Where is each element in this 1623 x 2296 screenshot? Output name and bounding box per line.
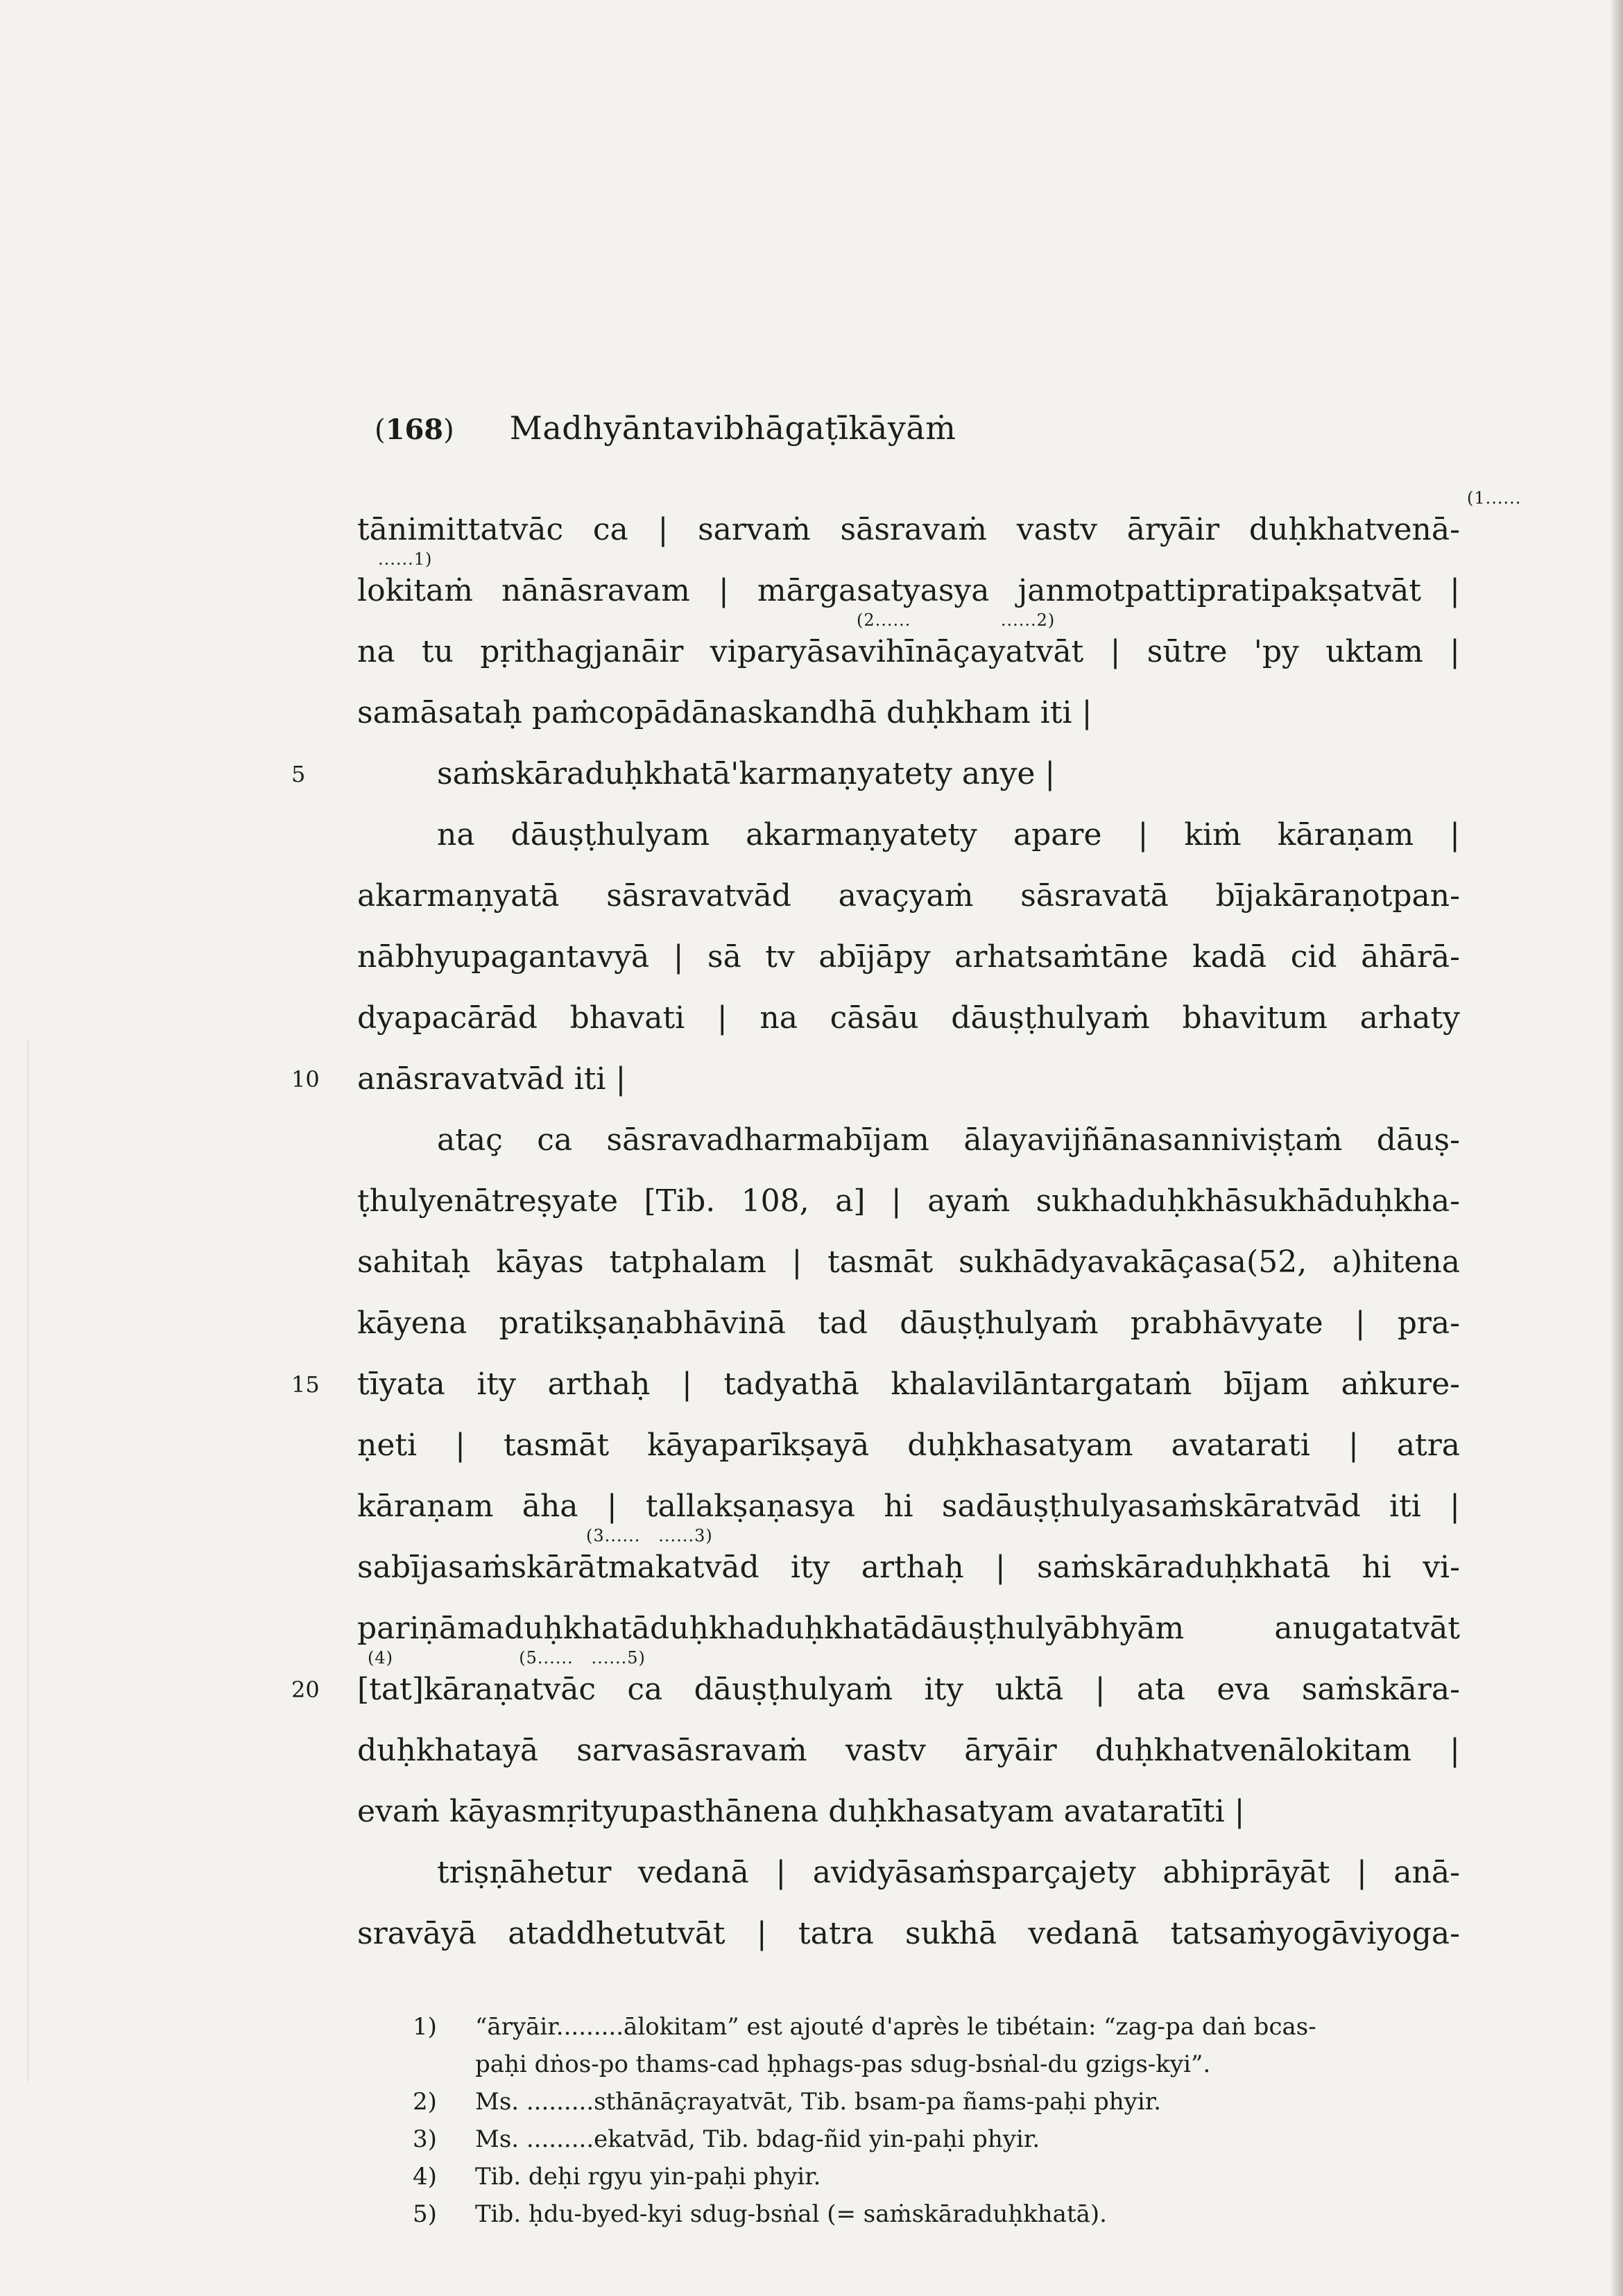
footnote-text: Ms. .........sthānāçrayatvāt, Tib. bsam-pa ñams-paḥi phyir.: [475, 2088, 1162, 2116]
footnote-marker: ......1): [378, 549, 433, 569]
footnote: [413, 2083, 1474, 2121]
line-text: sahitaḥ kāyas tatphalam | tasmāt sukhādyavakāçasa(52, a)hitena: [357, 1244, 1460, 1280]
text-line: [357, 1903, 1460, 1964]
line-text: na dāuṣṭhulyam akarmaṇyatety apare | kiṁ kāraṇam |: [437, 817, 1460, 853]
text-line: [357, 1476, 1460, 1537]
line-text: ṭhulyenātreṣyate [Tib. 108, a] | ayaṁ sukhaduḥkhāsukhāduḥkha-: [357, 1183, 1460, 1219]
footnotes: [413, 2008, 1474, 2233]
line-text: na tu pṛithagjanāir viparyāsavihīnāçayatvāt | sūtre 'py uktam |: [357, 634, 1460, 669]
page-header: [375, 409, 956, 458]
text-line: [357, 1293, 1460, 1354]
text-line: [357, 610, 1460, 683]
footnote-marker: (2...... ......2): [857, 610, 1056, 630]
line-text: pariṇāmaduḥkhatāduḥkhaduḥkhatādāuṣṭhulyābhyām anugatatvāt: [357, 1611, 1460, 1646]
text-line: [357, 1171, 1460, 1232]
footnote-marker: (3...... ......3): [586, 1526, 713, 1545]
running-title: Madhyāntavibhāgaṭīkāyāṁ: [509, 409, 956, 447]
line-text: lokitaṁ nānāsravam | mārgasatyasya janmotpattipratipakṣatvāt |: [357, 573, 1460, 608]
line-text: ṇeti | tasmāt kāyaparīkṣayā duḥkhasatyam avatarati | atra: [357, 1428, 1460, 1463]
line-text: akarmaṇyatā sāsravatvād avaçyaṁ sāsravatā bījakāraṇotpan-: [357, 878, 1460, 914]
text-line: [357, 1232, 1460, 1293]
line-text: tīyata ity arthaḥ | tadyathā khalavilāntargataṁ bījam aṅkure-: [357, 1367, 1460, 1402]
line-text: dyapacārād bhavati | na cāsāu dāuṣṭhulyaṁ bhavitum arhaty: [357, 1000, 1460, 1036]
footnote: [413, 2008, 1474, 2046]
footnote: [413, 2158, 1474, 2195]
text-line: [291, 744, 1460, 805]
page-edge-shadow: [1611, 0, 1623, 2296]
text-line: [291, 1049, 1460, 1110]
footnote-text: paḥi dṅos-po thams-cad ḥphags-pas sdug-bsṅal-du gzigs-kyi”.: [475, 2050, 1211, 2078]
text-line: [357, 988, 1460, 1049]
line-text: sabījasaṁskārātmakatvād ity arthaḥ | saṁskāraduḥkhatā hi vi-: [357, 1550, 1460, 1585]
footnote-number: [413, 2046, 475, 2083]
footnote-text: Tib. ḥdu-byed-kyi sdug-bsṅal (= saṁskāraduḥkhatā).: [475, 2200, 1107, 2228]
footnote-marker: (1......: [1467, 488, 1522, 508]
footnote: [413, 2046, 1474, 2083]
footnote-number: 5): [413, 2200, 437, 2228]
line-text: samāsataḥ paṁcopādānaskandhā duḥkham iti |: [357, 695, 1092, 730]
line-text: [tat]kāraṇatvāc ca dāuṣṭhulyaṁ ity uktā | ata eva saṁskāra-: [357, 1672, 1460, 1707]
page-number: (168): [375, 413, 454, 446]
line-text: evaṁ kāyasmṛityupasthānena duḥkhasatyam avataratīti |: [357, 1794, 1245, 1829]
text-line: [357, 927, 1460, 988]
page-gutter-dots: [28, 1040, 29, 2081]
line-number: 5: [291, 761, 306, 787]
footnote-text: Tib. deḥi rgyu yin-paḥi phyir.: [475, 2163, 821, 2191]
line-text: kāyena pratikṣaṇabhāvinā tad dāuṣṭhulyaṁ prabhāvyate | pra-: [357, 1305, 1460, 1341]
text-line: [357, 1526, 1460, 1598]
text-line: [357, 866, 1460, 927]
footnote-text: Ms. .........ekatvād, Tib. bdag-ñid yin-paḥi phyir.: [475, 2125, 1040, 2153]
text-line: [291, 1648, 1460, 1720]
main-text: [291, 488, 1522, 1964]
text-line: [357, 1415, 1460, 1476]
line-text: ataç ca sāsravadharmabījam ālayavijñānasanniviṣṭaṁ dāuṣ-: [437, 1122, 1460, 1158]
footnote-text: “āryāir.........ālokitam” est ajouté d'après le tibétain: “zag-pa daṅ bcas-: [475, 2013, 1316, 2041]
line-text: anāsravatvād iti |: [357, 1061, 626, 1097]
footnote-number: 4): [413, 2163, 437, 2191]
footnote-number: 2): [413, 2088, 437, 2116]
line-text: tānimittatvāc ca | sarvaṁ sāsravaṁ vastv āryāir duḥkhatvenā-: [357, 512, 1460, 547]
line-text: nābhyupagantavyā | sā tv abījāpy arhatsaṁtāne kadā cid āhārā-: [357, 939, 1460, 975]
text-line: [291, 1354, 1460, 1415]
text-line: [357, 805, 1460, 866]
line-number: 20: [291, 1677, 320, 1703]
line-text: kāraṇam āha | tallakṣaṇasya hi sadāuṣṭhulyasaṁskāratvād iti |: [357, 1489, 1460, 1524]
line-text: sravāyā ataddhetutvāt | tatra sukhā vedanā tatsaṁyogāviyoga-: [357, 1916, 1460, 1951]
footnote: [413, 2121, 1474, 2158]
line-number: 10: [291, 1066, 320, 1093]
footnote-marker: (4) (5...... ......5): [368, 1648, 646, 1668]
text-line: [357, 1842, 1460, 1903]
footnote-number: 3): [413, 2125, 437, 2153]
text-line: [357, 683, 1460, 744]
text-line: [357, 488, 1522, 560]
line-text: triṣṇāhetur vedanā | avidyāsaṁsparçajety abhiprāyāt | anā-: [437, 1855, 1460, 1890]
text-line: [357, 1781, 1460, 1842]
footnote: [413, 2195, 1474, 2233]
line-text: saṁskāraduḥkhatā'karmaṇyatety anye |: [437, 756, 1056, 791]
text-line: [357, 1110, 1460, 1171]
footnote-number: 1): [413, 2013, 437, 2041]
line-text: duḥkhatayā sarvasāsravaṁ vastv āryāir duḥkhatvenālokitam |: [357, 1733, 1460, 1768]
text-line: [357, 1720, 1460, 1781]
line-number: 15: [291, 1371, 320, 1398]
